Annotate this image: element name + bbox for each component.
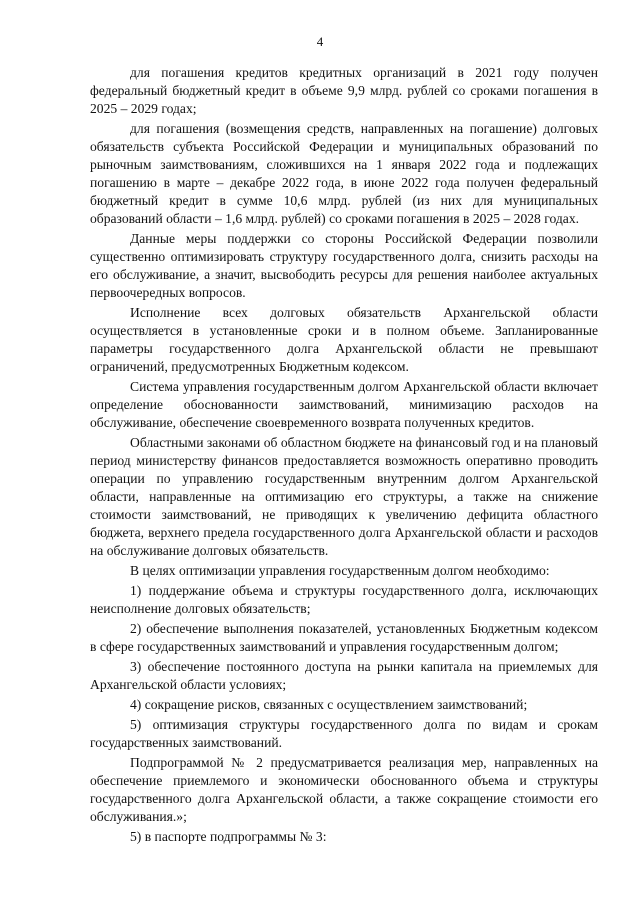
paragraph-9: 5) в паспорте подпрограммы № 3: <box>130 829 327 844</box>
list-item-2: 2) обеспечение выполнения показателей, установленных Бюджетным кодексом в сфере государственных заимствований и управления государственным долгом; <box>90 621 598 654</box>
paragraph-7: В целях оптимизации управления государственным долгом необходимо: <box>130 563 550 578</box>
paragraph-2: для погашения (возмещения средств, направленных на погашение) долговых обязательств субъекта Российской Федерации и муниципальных образований по рыночным заимствованиям, сложившихся на 1 января 2022 года и подлежащих погашению в марте – декабре 2022 года, в июне 2022 года получен федеральный бюджетный кредит в сумме 10,6 млрд. рублей (из них для муниципальных образований области – 1,6 млрд. рублей) со сроками погашения в 2025 – 2028 годах. <box>90 121 598 226</box>
paragraph-8: Подпрограммой № 2 предусматривается реализация мер, направленных на обеспечение приемлемого и экономически обоснованного объема и структуры государственного долга Архангельской области, а также сокращение стоимости его обслуживания.»; <box>90 755 598 824</box>
paragraph-3: Данные меры поддержки со стороны Российской Федерации позволили существенно оптимизировать структуру государственного долга, снизить расходы на его обслуживание, а значит, высвободить ресурсы для решения наиболее актуальных первоочередных вопросов. <box>90 231 598 300</box>
page-number: 4 <box>316 34 324 49</box>
list-item-5: 5) оптимизация структуры государственного долга по видам и срокам государственных заимствований. <box>90 717 598 750</box>
document-body <box>90 64 598 846</box>
paragraph-6: Областными законами об областном бюджете на финансовый год и на плановый период министерству финансов предоставляется возможность оперативно проводить операции по управлению государственным внутренним долгом Архангельской области, направленные на оптимизацию его структуры, а также на снижение стоимости заимствований, не приводящих к увеличению дефицита областного бюджета, верхнего предела государственного долга Архангельской области и расходов на обслуживание долговых обязательств. <box>90 435 598 558</box>
list-item-1: 1) поддержание объема и структуры государственного долга, исключающих неисполнение долговых обязательств; <box>90 583 598 616</box>
paragraph-5: Система управления государственным долгом Архангельской области включает определение обоснованности заимствований, минимизацию расходов на обслуживание, обеспечение своевременного возврата полученных кредитов. <box>90 379 598 430</box>
paragraph-4: Исполнение всех долговых обязательств Архангельской области осуществляется в установленные сроки и в полном объеме. Запланированные параметры государственного долга Архангельской области не превышают ограничений, предусмотренных Бюджетным кодексом. <box>90 305 598 374</box>
paragraph-1: для погашения кредитов кредитных организаций в 2021 году получен федеральный бюджетный кредит в объеме 9,9 млрд. рублей со сроками погашения в 2025 – 2029 годах; <box>90 65 598 116</box>
list-item-4: 4) сокращение рисков, связанных с осуществлением заимствований; <box>130 697 528 712</box>
list-item-3: 3) обеспечение постоянного доступа на рынки капитала на приемлемых для Архангельской области условиях; <box>90 659 598 692</box>
